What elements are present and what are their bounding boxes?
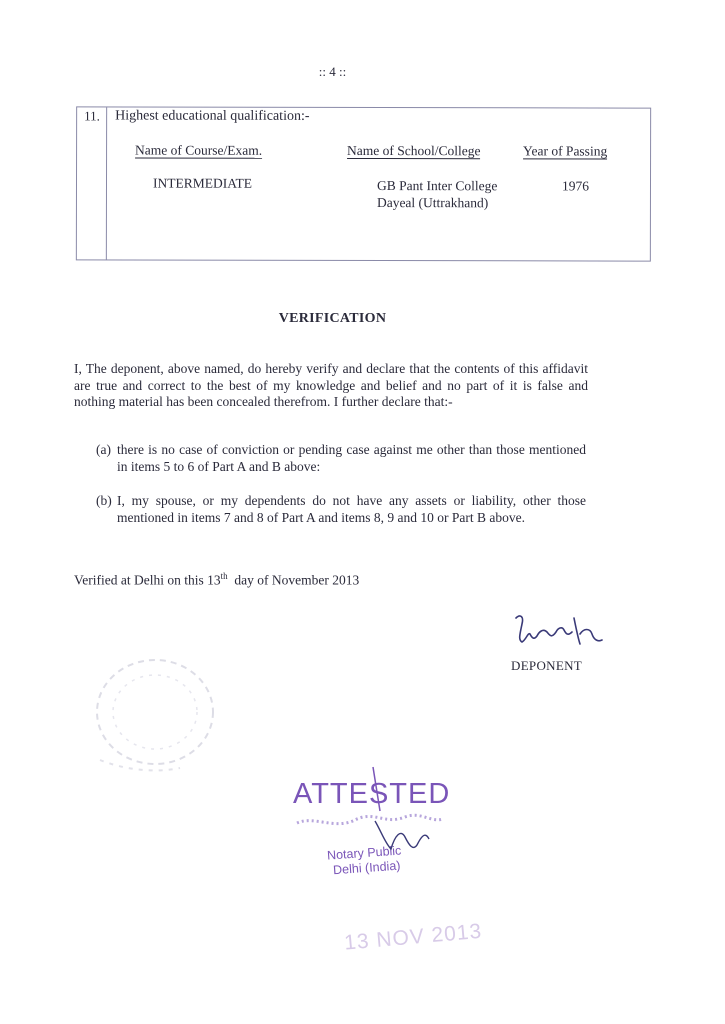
school-line-2: Dayeal (Uttrakhand) <box>376 195 489 211</box>
deponent-label: DEPONENT <box>511 658 583 673</box>
qualification-box <box>76 106 651 261</box>
notary-line-2: Delhi (India) <box>332 858 401 878</box>
item-label: (a) <box>96 442 111 457</box>
verification-heading: VERIFICATION <box>278 311 387 326</box>
item-label: (b) <box>96 493 112 508</box>
notary-line-1: Notary Public <box>326 843 402 863</box>
item-text: I, my spouse, or my dependents do not have any assets or liability, other those mentioned in items 7 and 8 of Part A and items 8, 9 and 10 or Part B above. <box>117 493 586 525</box>
cell-year: 1976 <box>561 178 590 194</box>
school-line-1: GB Pant Inter College <box>376 178 498 194</box>
verified-prefix: Verified at Delhi on this 13 <box>74 572 221 588</box>
declaration-item-a <box>96 441 586 475</box>
attested-stamp <box>285 765 450 880</box>
verified-suffix: day of November 2013 <box>234 572 360 588</box>
date-stamp <box>338 915 484 955</box>
cell-school <box>377 177 497 211</box>
header-school: Name of School/College <box>347 142 481 159</box>
header-year: Year of Passing <box>523 143 608 159</box>
verification-paragraph: I, The deponent, above named, do hereby verify and declare that the contents of this affidavit are true and correct to the best of my knowledge and belief and no part of it is false and nothing material has been concealed therefrom. I further declare that:- <box>74 361 588 409</box>
verified-line <box>74 571 359 589</box>
attested-text: ATTESTED <box>293 778 451 810</box>
qualification-title: Highest educational qualification:- <box>115 108 310 124</box>
verified-sup: th <box>220 571 228 581</box>
signature-icon <box>510 610 610 656</box>
header-course: Name of Course/Exam. <box>135 142 263 158</box>
page-number: :: 4 :: <box>318 64 347 79</box>
item-number: 11. <box>77 107 107 259</box>
faint-seal-icon <box>60 650 220 790</box>
declaration-item-b <box>96 492 586 526</box>
date-stamp-text: 13 NOV 2013 <box>343 919 484 955</box>
cell-course: INTERMEDIATE <box>152 175 253 191</box>
item-text: there is no case of conviction or pending case against me other than those mentioned in items 5 to 6 of Part A and B above: <box>117 442 586 474</box>
